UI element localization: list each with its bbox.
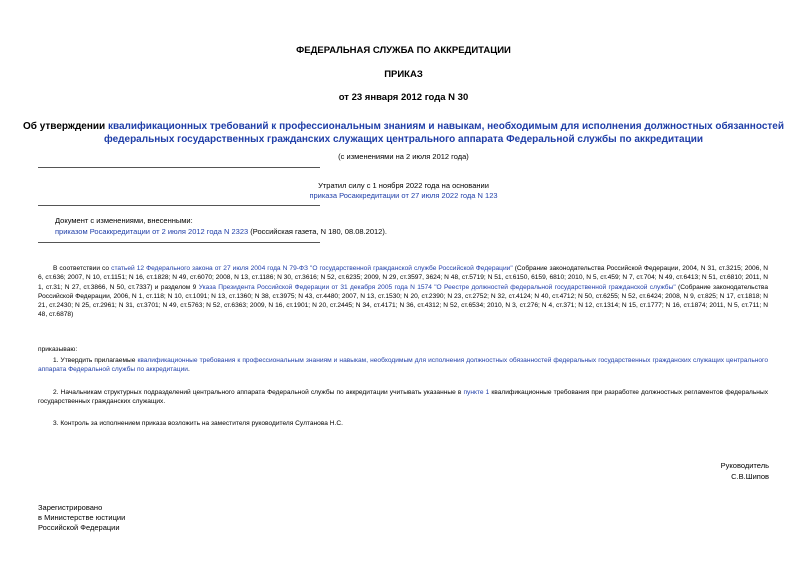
item-2-text: 2. Начальникам структурных подразделений центрального аппарата Федеральной службы по аккредитации учитывать указанные в	[53, 389, 464, 396]
point-1-link[interactable]: пункте 1	[463, 389, 490, 396]
order-item-1	[38, 356, 768, 375]
preamble-text: В соответствии со	[53, 265, 112, 272]
federal-law-link[interactable]: статьей 12 Федерального закона от 27 июля 2004 года N 79-ФЗ "О государственной гражданской службе Российской Федерации"	[111, 265, 513, 272]
amendment-note: (с изменениями на 2 июля 2012 года)	[338, 152, 469, 161]
registration-line-1: Зарегистрировано	[38, 503, 103, 512]
order-word: приказываю:	[38, 346, 78, 353]
registration-line-3: Российской Федерации	[38, 523, 120, 532]
requirements-link[interactable]: квалификационные требования к профессиональным знаниям и навыкам, необходимым для исполнения должностных обязанностей федеральных государственных гражданских служащих центрального аппарата Федеральной службы по аккредитации	[38, 357, 768, 374]
preamble-text: (Собрание законодательства Российской Федерации, 2006, N 1, ст.118; N 10, ст.1091; N 13, ст.1360; N 38, ст.3975; N 43, ст.4480; 2007, N 13, ст.1530; N 20, ст.2390; N 23, ст.2752; N 32, ст.4124; N 40, ст.4712; N 50, ст.6255; N 52, ст.6424; 2008, N 9, ст.825; N 17, ст.1818; N 21, ст.2430; N 25, ст.2961; N 31, ст.3701; N 49, ст.5763; N 52, ст.6363; 2009, N 16, ст.1901; N 20, ст.2445; N 34, ст.4171; N 36, ст.4312; N 52, ст.6534; 2010, N 3, ст.276; N 4, ст.371; N 12, ст.1314; N 15, ст.1777; N 16, ст.1874; 2011, N 5, ст.711; N 48, ст.6878)	[38, 283, 768, 319]
doc-date-number: от 23 января 2012 года N 30	[338, 92, 469, 103]
item-1-text: 1. Утвердить прилагаемые	[53, 357, 138, 364]
signature-name: С.В.Шипов	[731, 472, 769, 481]
divider	[38, 167, 320, 168]
order-item-2	[38, 388, 768, 407]
order-item-3: 3. Контроль за исполнением приказа возложить на заместителя руководителя Султанова Н.С.	[53, 420, 343, 427]
title-prefix: Об утверждении	[22, 121, 108, 132]
repeal-order-link[interactable]: приказа Росаккредитации от 27 июля 2022 года N 123	[309, 191, 498, 200]
amendment-source: (Российская газета, N 180, 08.08.2012).	[248, 227, 387, 236]
amendment-order-link[interactable]: приказом Росаккредитации от 2 июля 2012 года N 2323	[55, 227, 249, 236]
preamble-paragraph	[38, 264, 768, 320]
preamble-text: (Собрание законодательства Российской Федерации, 2004, N 31, ст.3215; 2006, N 6, ст.636; 2007, N 10, ст.1151; N 16, ст.1828; N 49, ст.6070; 2008, N 13, ст.1186; N 30, ст.3616; N 52, ст.6235; 2009, N 29, ст.3597, 3624; N 48, ст.5719; N 51, ст.6150, 6159, 6810; 2010, N 5, ст.459; N 7, ст.704; N 49, ст.6413; N 51, ст.6810; 2011, N 1, ст.31; N 27, ст.3866, N 50, ст.7337) и разделом 9	[38, 265, 769, 291]
status-line: Утратил силу с 1 ноября 2022 года на основании	[318, 181, 489, 190]
divider	[38, 205, 320, 206]
doc-type: ПРИКАЗ	[384, 69, 423, 80]
agency-name: ФЕДЕРАЛЬНАЯ СЛУЖБА ПО АККРЕДИТАЦИИ	[296, 45, 511, 56]
item-2-text: квалификационные требования при разработке должностных регламентов федеральных государственных гражданских служащих.	[38, 389, 768, 406]
amendments-label: Документ с изменениями, внесенными:	[55, 216, 193, 225]
title-link-line1[interactable]: квалификационных требований к профессиональным знаниям и навыкам, необходимым для исполнения должностных обязанностей	[107, 121, 784, 132]
title-link-line2[interactable]: федеральных государственных гражданских служащих центрального аппарата Федеральной службы по аккредитации	[103, 134, 704, 145]
signature-title: Руководитель	[720, 461, 769, 470]
item-1-end: .	[187, 366, 190, 374]
amendments-row	[55, 227, 387, 236]
registration-line-2: в Министерстве юстиции	[38, 513, 126, 522]
doc-title	[0, 120, 807, 146]
presidential-decree-link[interactable]: Указа Президента Российской Федерации от 31 декабря 2005 года N 1574 "О Реестре должностей федеральной государственной гражданской службы"	[198, 283, 676, 291]
status-link-row	[0, 191, 807, 200]
divider	[38, 242, 320, 243]
